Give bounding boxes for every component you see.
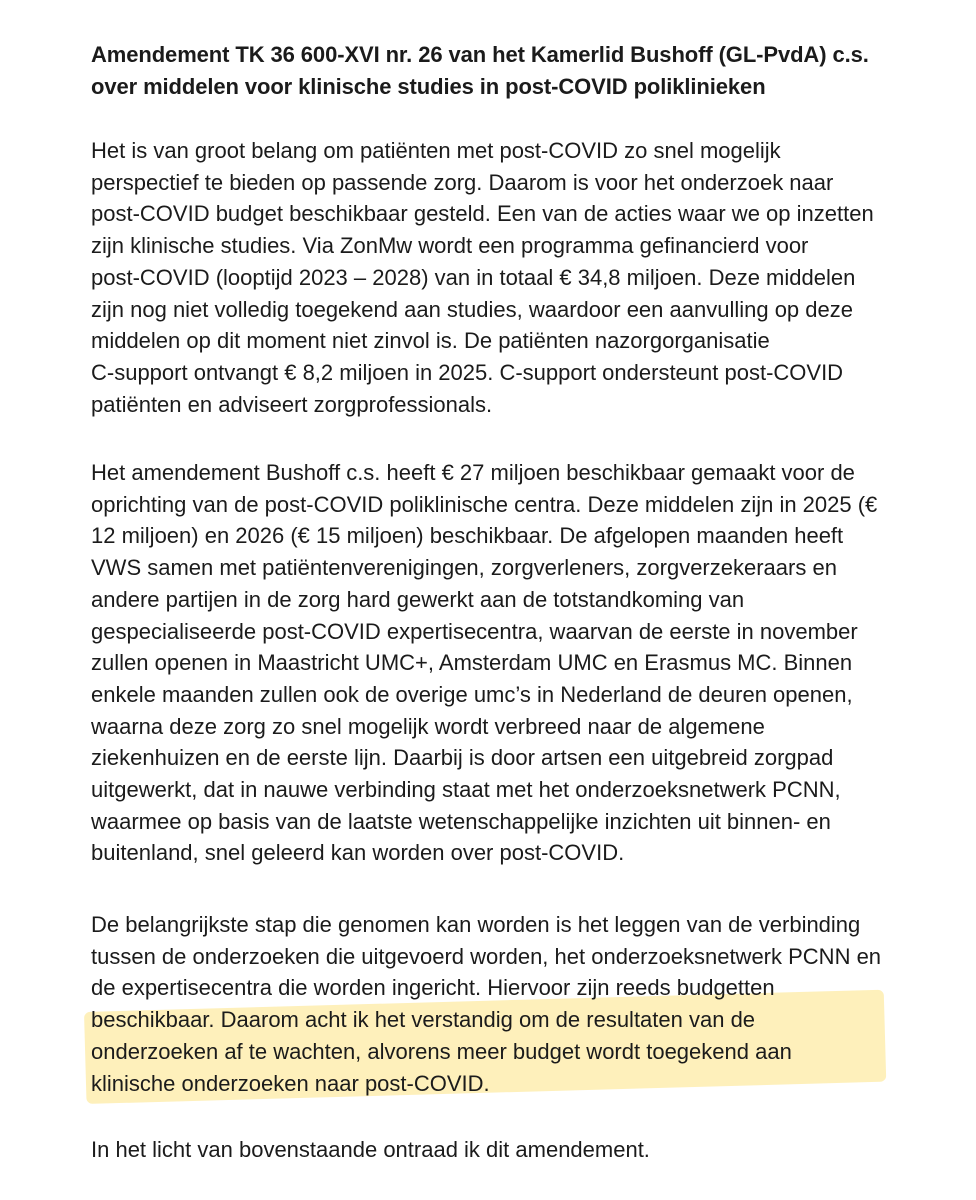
text-line: de expertisecentra die worden ingericht. Hiervoor zijn reeds budgetten <box>91 975 775 1001</box>
title-line: over middelen voor klinische studies in post-COVID poliklinieken <box>91 74 766 99</box>
text-line: Het is van groot belang om patiënten met post-COVID zo snel mogelijk <box>91 138 781 163</box>
text-line: klinische onderzoeken naar post-COVID. <box>91 1070 490 1096</box>
text-line: waarna deze zorg zo snel mogelijk wordt verbreed naar de algemene <box>91 713 765 739</box>
text-line: uitgewerkt, dat in nauwe verbinding staat met het onderzoeksnetwerk PCNN, <box>91 777 841 803</box>
text-line: Het amendement Bushoff c.s. heeft € 27 miljoen beschikbaar gemaakt voor de <box>91 460 855 485</box>
text-line: De belangrijkste stap die genomen kan worden is het leggen van de verbinding <box>91 912 861 937</box>
text-line: C-support ontvangt € 8,2 miljoen in 2025. C-support ondersteunt post-COVID <box>91 359 844 385</box>
text-line: zijn klinische studies. Via ZonMw wordt een programma gefinancierd voor <box>91 233 809 259</box>
text-line: post-COVID budget beschikbaar gesteld. Een van de acties waar we op inzetten <box>91 201 874 227</box>
text-line: oprichting van de post-COVID poliklinische centra. Deze middelen zijn in 2025 (€ <box>91 491 878 517</box>
text-line: zullen openen in Maastricht UMC+, Amsterdam UMC en Erasmus MC. Binnen <box>91 650 853 676</box>
text-line: In het licht van bovenstaande ontraad ik dit amendement. <box>91 1137 650 1162</box>
text-line: zijn nog niet volledig toegekend aan studies, waardoor een aanvulling op deze <box>91 296 853 322</box>
text-line: middelen op dit moment niet zinvol is. De patiënten nazorgorganisatie <box>91 328 770 354</box>
text-line: buitenland, snel geleerd kan worden over post-COVID. <box>91 840 625 866</box>
text-line: enkele maanden zullen ook de overige umc’s in Nederland de deuren openen, <box>91 681 853 707</box>
paragraph-amendment-centres <box>91 457 877 869</box>
text-line: beschikbaar. Daarom acht ik het verstandig om de resultaten van de <box>91 1007 756 1033</box>
title-line: Amendement TK 36 600-XVI nr. 26 van het Kamerlid Bushoff (GL-PvdA) c.s. <box>91 42 869 67</box>
paragraph-key-step <box>91 909 881 1099</box>
text-line: patiënten en adviseert zorgprofessionals. <box>91 391 493 417</box>
text-line: post-COVID (looptijd 2023 – 2028) van in totaal € 34,8 miljoen. Deze middelen <box>91 264 856 290</box>
text-line: onderzoeken af te wachten, alvorens meer budget wordt toegekend aan <box>91 1038 792 1064</box>
text-line: tussen de onderzoeken die uitgevoerd worden, het onderzoeksnetwerk PCNN en <box>91 943 882 969</box>
text-line: waarmee op basis van de laatste wetenschappelijke inzichten uit binnen- en <box>91 808 831 834</box>
text-line: andere partijen in de zorg hard gewerkt aan de totstandkoming van <box>91 586 745 612</box>
text-line: gespecialiseerde post-COVID expertisecentra, waarvan de eerste in november <box>91 618 858 644</box>
paragraph-research-budget <box>91 135 874 420</box>
paragraph-conclusion <box>91 1134 650 1166</box>
text-line: perspectief te bieden op passende zorg. Daarom is voor het onderzoek naar <box>91 169 834 195</box>
text-line: ziekenhuizen en de eerste lijn. Daarbij is door artsen een uitgebreid zorgpad <box>91 745 834 771</box>
text-line: 12 miljoen) en 2026 (€ 15 miljoen) beschikbaar. De afgelopen maanden heeft <box>91 523 844 549</box>
document-title <box>91 39 869 103</box>
text-line: VWS samen met patiëntenverenigingen, zorgverleners, zorgverzekeraars en <box>91 555 837 581</box>
